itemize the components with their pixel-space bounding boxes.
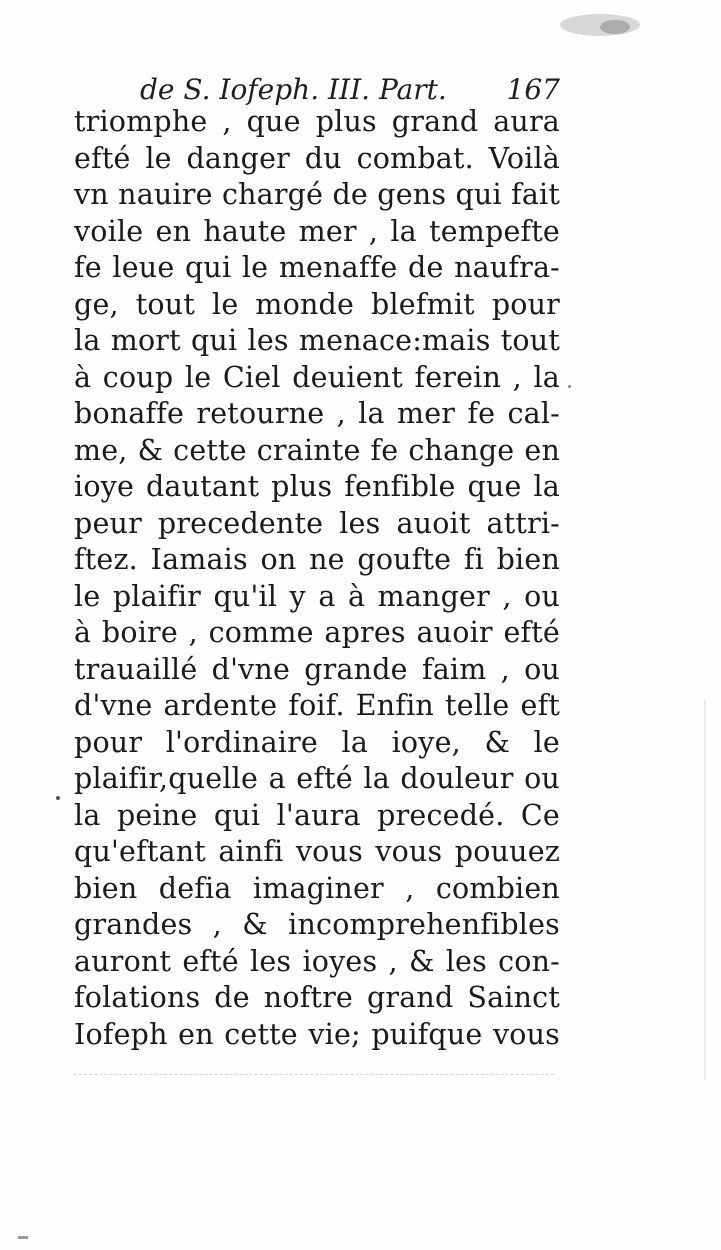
page-edge-speck [568,385,571,388]
page-edge-speck [18,1236,28,1239]
page-edge-speck [56,796,60,800]
scan-smudge [600,20,630,34]
text-line: Iofeph en cette vie; puifque vous [74,1017,560,1051]
text-line: plaifir,quelle a efté la douleur ou [74,762,560,795]
text-line: d'vne ardente foif. Enfin telle eft [74,689,560,722]
text-line: peur precedente les auoit attri- [74,506,560,540]
page-edge-speck [704,700,706,1080]
body-text [74,104,560,1053]
text-line: grandes , & incomprehenfibles [74,908,560,941]
text-line: ftez. Iamais on ne goufte fi bien [74,543,560,576]
text-line: trauaillé d'vne grande faim , ou [74,652,560,686]
text-line: vn nauire chargé de gens qui fait [74,178,560,211]
text-line: qu'eftant ainfi vous vous pouuez [74,835,560,868]
text-line: me, & cette crainte fe change en [74,433,560,467]
text-line: ge, tout le monde blefmit pour [74,287,560,321]
text-line: triomphe , que plus grand aura [74,105,560,138]
text-line: auront efté les ioyes , & les con- [74,944,560,978]
text-line: bien defia imaginer , combien [74,871,560,905]
text-line: fe leue qui le menaffe de naufra- [74,251,560,284]
text-line: voile en haute mer , la tempefte [74,214,560,248]
text-line: ioye dautant plus fenfible que la [74,470,560,503]
text-line: efté le danger du combat. Voilà [74,141,560,175]
text-line: bonaffe retourne , la mer fe cal- [74,397,560,430]
text-line: à coup le Ciel deuient ferein , la [74,360,560,394]
text-line: à boire , comme apres auoir efté [74,616,560,649]
text-line: la peine qui l'aura precedé. Ce [74,798,560,832]
running-head-title: de S. Iofeph. III. Part. [140,73,447,106]
page-number: 167 [506,73,560,106]
text-line: la mort qui les menace:mais tout [74,324,560,357]
text-line: pour l'ordinaire la ioye, & le [74,725,560,759]
faint-rule [74,1074,554,1075]
text-line: le plaifir qu'il y a à manger , ou [74,579,560,613]
text-line: folations de noftre grand Sainct [74,981,560,1014]
